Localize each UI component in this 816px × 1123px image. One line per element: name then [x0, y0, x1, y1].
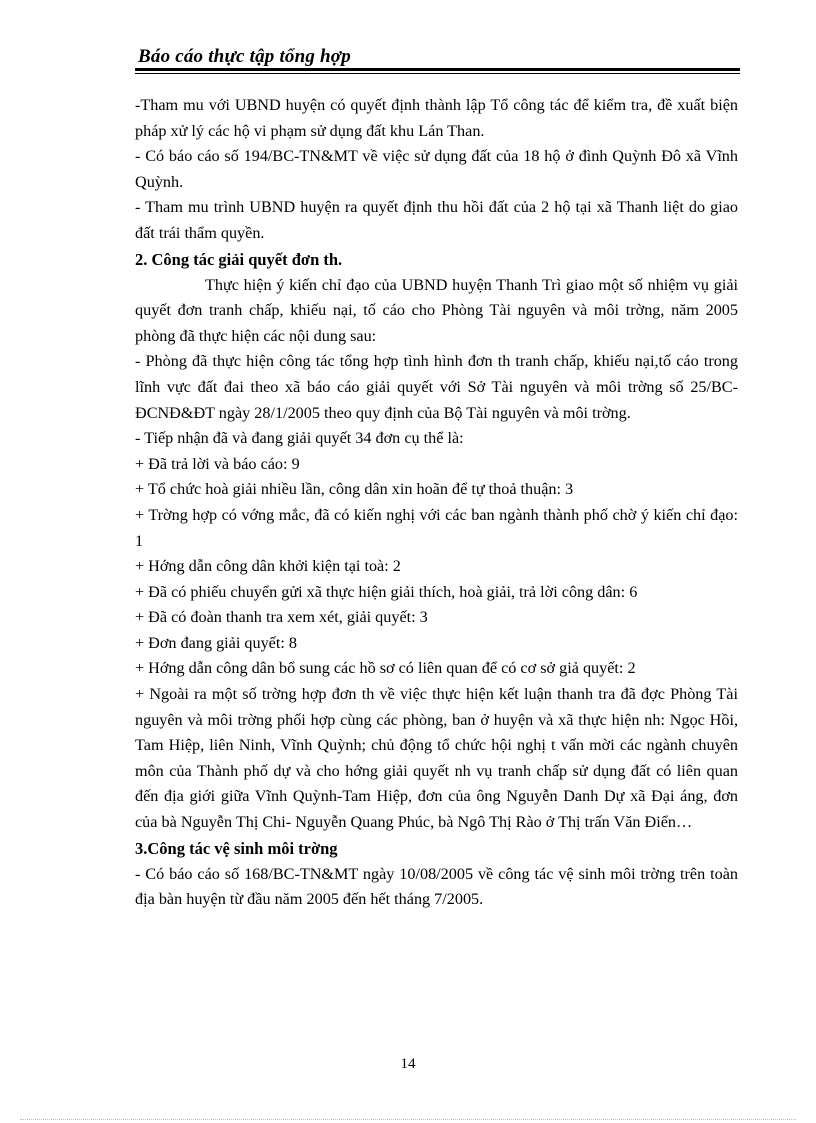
- paragraph: -Tham mu với UBND huyện có quyết định thành lập Tổ công tác để kiểm tra, đề xuất biện pháp xử lý các hộ vi phạm sử dụng đất khu Lán Than.: [135, 96, 738, 140]
- header-rule-thin: [135, 73, 740, 74]
- list-item: + Hớng dẫn công dân bổ sung các hồ sơ có liên quan để có cơ sở giả quyết: 2: [135, 659, 636, 678]
- section-2-heading: 2. Công tác giải quyết đơn th.: [135, 249, 343, 269]
- document-body: [135, 93, 738, 913]
- page-bottom-border: [20, 1119, 796, 1120]
- list-item: + Đã có phiếu chuyển gửi xã thực hiện giải thích, hoà giải, trả lời công dân: 6: [135, 582, 638, 601]
- paragraph: - Phòng đã thực hiện công tác tổng hợp tình hình đơn th tranh chấp, khiếu nại,tố cáo trong lĩnh vực đất đai theo xã báo cáo giải quyết với Sở Tài nguyên và môi trờng số 25/BC-ĐCNĐ&ĐT ngày 28/1/2005 theo quy định của Bộ Tài nguyên và môi trờng.: [135, 352, 738, 422]
- list-item: + Tổ chức hoà giải nhiều lần, công dân xin hoãn để tự thoả thuận: 3: [135, 480, 574, 499]
- list-item: + Đơn đang giải quyết: 8: [135, 633, 298, 652]
- header-rule: [135, 68, 740, 71]
- paragraph: - Có báo cáo số 168/BC-TN&MT ngày 10/08/2005 về công tác vệ sinh môi trờng trên toàn địa bàn huyện từ đầu năm 2005 đến hết tháng 7/2005.: [135, 864, 738, 909]
- section-3-heading: 3.Công tác vệ sinh môi trờng: [135, 838, 338, 858]
- list-item: + Trờng hợp có vớng mắc, đã có kiến nghị với các ban ngành thành phố chờ ý kiến chỉ đạo: 1: [135, 505, 738, 550]
- paragraph: - Tiếp nhận đã và đang giải quyết 34 đơn cụ thể là:: [135, 429, 464, 448]
- section-2-intro: Thực hiện ý kiến chỉ đạo của UBND huyện Thanh Trì giao một số nhiệm vụ giải quyết đơn tranh chấp, khiếu nại, tố cáo cho Phòng Tài nguyên và môi trờng, năm 2005 phòng đã thực hiện các nội dung sau:: [135, 275, 738, 345]
- list-item: + Đã trả lời và báo cáo: 9: [135, 454, 300, 473]
- paragraph: - Tham mu trình UBND huyện ra quyết định thu hồi đất của 2 hộ tại xã Thanh liệt do giao đất trái thẩm quyền.: [135, 198, 738, 242]
- page-number: 14: [400, 1056, 416, 1072]
- complaint-list: [135, 452, 738, 836]
- paragraph: - Có báo cáo số 194/BC-TN&MT về việc sử dụng đất của 18 hộ ở đình Quỳnh Đô xã Vĩnh Quỳnh.: [135, 147, 738, 191]
- list-item: + Hớng dẫn công dân khởi kiện tại toà: 2: [135, 557, 401, 576]
- header-title: Báo cáo thực tập tổng hợp: [138, 46, 351, 67]
- list-item: + Ngoài ra một số trờng hợp đơn th về việc thực hiện kết luận thanh tra đã đợc Phòng Tài nguyên và môi trờng phối hợp cùng các phòng, ban ở huyện và xã thực hiện nh: Ngọc Hồi, Tam Hiệp, liên Ninh, Vĩnh Quỳnh; chủ động tổ chức hội nghị t vấn mời các ngành chuyên môn của Thành phố dự và cho hớng giải quyết nh vụ tranh chấp sử dụng đất có liên quan đến địa giới giữa Vĩnh Quỳnh-Tam Hiệp, đơn của ông Nguyễn Danh Dự xã Đại áng, đơn của bà Nguyễn Thị Chi- Nguyễn Quang Phúc, bà Ngô Thị Rào ở Thị trấn Văn Điển…: [135, 685, 738, 832]
- list-item: + Đã có đoàn thanh tra xem xét, giải quyết: 3: [135, 608, 428, 627]
